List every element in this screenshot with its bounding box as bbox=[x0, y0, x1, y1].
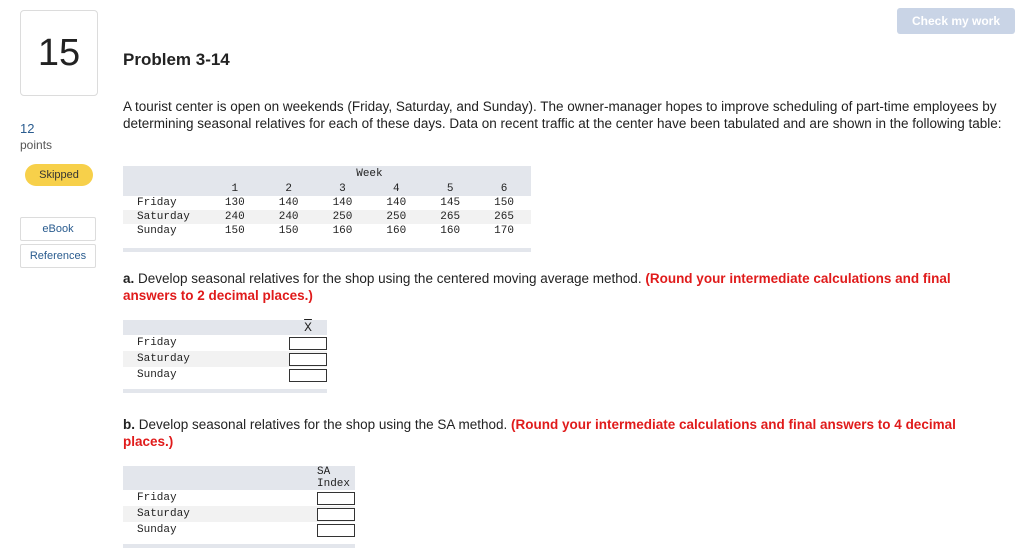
traffic-table bbox=[123, 166, 531, 252]
status-badge: Skipped bbox=[25, 164, 93, 186]
table-row bbox=[123, 490, 355, 506]
points-value: 12 bbox=[20, 121, 35, 136]
table-cell: 250 bbox=[369, 210, 423, 224]
week-number: 3 bbox=[316, 181, 370, 196]
table-cell: 160 bbox=[440, 225, 461, 237]
friday-xbar-input[interactable] bbox=[289, 337, 327, 350]
references-button[interactable]: References bbox=[20, 244, 96, 268]
row-label: Friday bbox=[137, 197, 177, 209]
part-b-text: Develop seasonal relatives for the shop using the SA method. bbox=[135, 417, 511, 432]
part-a-text: Develop seasonal relatives for the shop using the centered moving average method. bbox=[134, 271, 646, 286]
saturday-xbar-input[interactable] bbox=[289, 353, 327, 366]
table-row bbox=[123, 210, 531, 224]
x-bar-header: $\overline{X}$ bbox=[304, 320, 312, 335]
table-cell: 160 bbox=[332, 225, 353, 237]
question-number: 15 bbox=[20, 10, 98, 96]
table-cell: 170 bbox=[494, 225, 514, 237]
sa-index-header: SA Index bbox=[317, 466, 355, 490]
points-label: points bbox=[20, 138, 53, 152]
table-cell: 240 bbox=[262, 210, 316, 224]
table-cell: 150 bbox=[224, 225, 245, 237]
week-number: 2 bbox=[262, 181, 316, 196]
ebook-button[interactable]: eBook bbox=[20, 217, 96, 241]
sunday-xbar-input[interactable] bbox=[289, 369, 327, 382]
table-cell: 240 bbox=[208, 210, 262, 224]
row-label: Sunday bbox=[137, 225, 177, 237]
table-row bbox=[123, 522, 355, 538]
row-label: Friday bbox=[137, 492, 177, 504]
friday-sa-index-input[interactable] bbox=[317, 492, 355, 505]
table-row bbox=[123, 351, 327, 367]
row-label: Saturday bbox=[123, 506, 317, 522]
week-number: 1 bbox=[208, 181, 262, 196]
table-cell: 150 bbox=[494, 197, 514, 209]
table-cell: 160 bbox=[386, 225, 407, 237]
table-cell: 265 bbox=[423, 210, 477, 224]
part-b-label: b. bbox=[123, 417, 135, 432]
part-b-note: (Round your intermediate calculations and final answers to 4 decimal places.) bbox=[123, 417, 956, 449]
week-number: 6 bbox=[477, 181, 531, 196]
table-cell: 130 bbox=[224, 197, 245, 209]
row-label: Saturday bbox=[123, 351, 289, 367]
table-row bbox=[123, 196, 531, 210]
table-cell: 140 bbox=[278, 197, 299, 209]
table-cell: 265 bbox=[477, 210, 531, 224]
row-label: Sunday bbox=[137, 369, 177, 381]
week-header: Week bbox=[208, 166, 531, 181]
part-a-prompt bbox=[123, 270, 1003, 304]
table-cell: 145 bbox=[440, 197, 461, 209]
table-row bbox=[123, 224, 531, 238]
week-number: 4 bbox=[369, 181, 423, 196]
problem-title: Problem 3-14 bbox=[123, 50, 230, 69]
row-label: Friday bbox=[137, 337, 177, 349]
table-cell: 150 bbox=[278, 225, 299, 237]
table-row bbox=[123, 335, 327, 351]
part-a-answer-table bbox=[123, 320, 327, 393]
table-cell: 140 bbox=[386, 197, 407, 209]
saturday-sa-index-input[interactable] bbox=[317, 508, 355, 521]
table-cell: 250 bbox=[316, 210, 370, 224]
sunday-sa-index-input[interactable] bbox=[317, 524, 355, 537]
part-a-label: a. bbox=[123, 271, 135, 286]
row-label: Sunday bbox=[137, 524, 177, 536]
week-number: 5 bbox=[423, 181, 477, 196]
row-label: Saturday bbox=[123, 210, 208, 224]
part-b-prompt bbox=[123, 416, 1003, 450]
part-a-note: (Round your intermediate calculations and final answers to 2 decimal places.) bbox=[123, 271, 951, 303]
problem-intro: A tourist center is open on weekends (Friday, Saturday, and Sunday). The owner-manager hopes to improve scheduling of part-time employees by determining seasonal relatives for each of these days. Data on recent traffic at the center have been tabulated and are shown in the following table: bbox=[123, 99, 1002, 131]
table-row bbox=[123, 506, 355, 522]
check-my-work-button[interactable]: Check my work bbox=[897, 8, 1015, 34]
part-b-answer-table bbox=[123, 466, 355, 548]
table-cell: 140 bbox=[332, 197, 353, 209]
table-row bbox=[123, 367, 327, 383]
